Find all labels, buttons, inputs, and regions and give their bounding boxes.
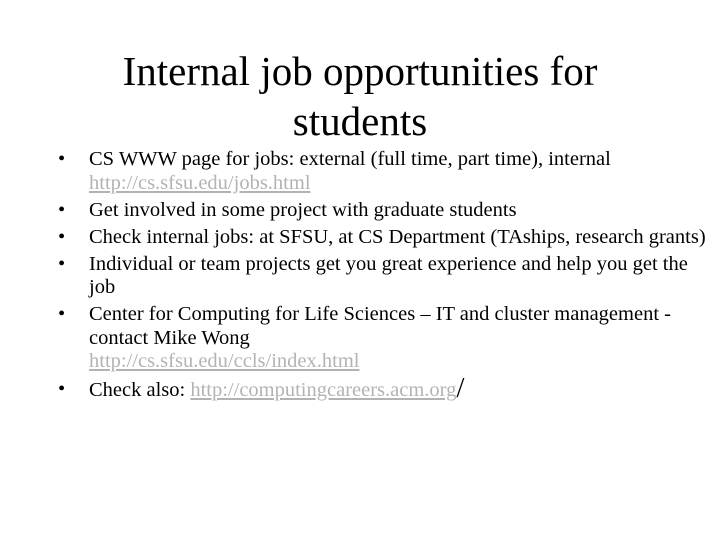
- bullet-dot: •: [58, 225, 66, 248]
- bullet-dot: •: [58, 377, 66, 400]
- bullet-text: Check internal jobs: at SFSU, at CS Department (TAships, research grants): [89, 225, 706, 248]
- bullet-dot: •: [58, 252, 66, 275]
- slide-title-line1: Internal job opportunities for: [122, 48, 598, 94]
- slide-title-line2: students: [292, 98, 428, 144]
- bullet-item-team-projects: [58, 253, 708, 300]
- ccls-link[interactable]: http://cs.sfsu.edu/ccls/index.html: [89, 350, 360, 372]
- bullet-dot: •: [58, 148, 66, 170]
- computing-careers-link[interactable]: http://computingcareers.acm.org: [190, 378, 457, 401]
- jobs-page-link[interactable]: http://cs.sfsu.edu/jobs.html: [89, 171, 311, 194]
- bullet-item-ccls: [58, 303, 708, 374]
- bullet-item-check-also: [58, 371, 708, 404]
- bullet-text: Get involved in some project with graduate students: [89, 198, 517, 221]
- bullet-item-jobs-page: [58, 148, 708, 195]
- bullet-text: CS WWW page for jobs: external (full time, part time), internal: [89, 148, 611, 170]
- bullet-dot: •: [58, 198, 66, 221]
- slide-title: [80, 46, 640, 146]
- bullet-text: Individual or team projects get you great experience and help you get the job: [89, 252, 688, 298]
- trailing-slash: /: [456, 371, 465, 404]
- bullet-list: [58, 148, 708, 406]
- bullet-dot: •: [58, 303, 66, 325]
- bullet-item-internal-jobs: [58, 226, 708, 250]
- bullet-item-graduate-projects: [58, 199, 708, 223]
- bullet-text: Center for Computing for Life Sciences – IT and cluster management - contact Mike Wong: [89, 303, 671, 349]
- bullet-text: Check also:: [89, 378, 191, 401]
